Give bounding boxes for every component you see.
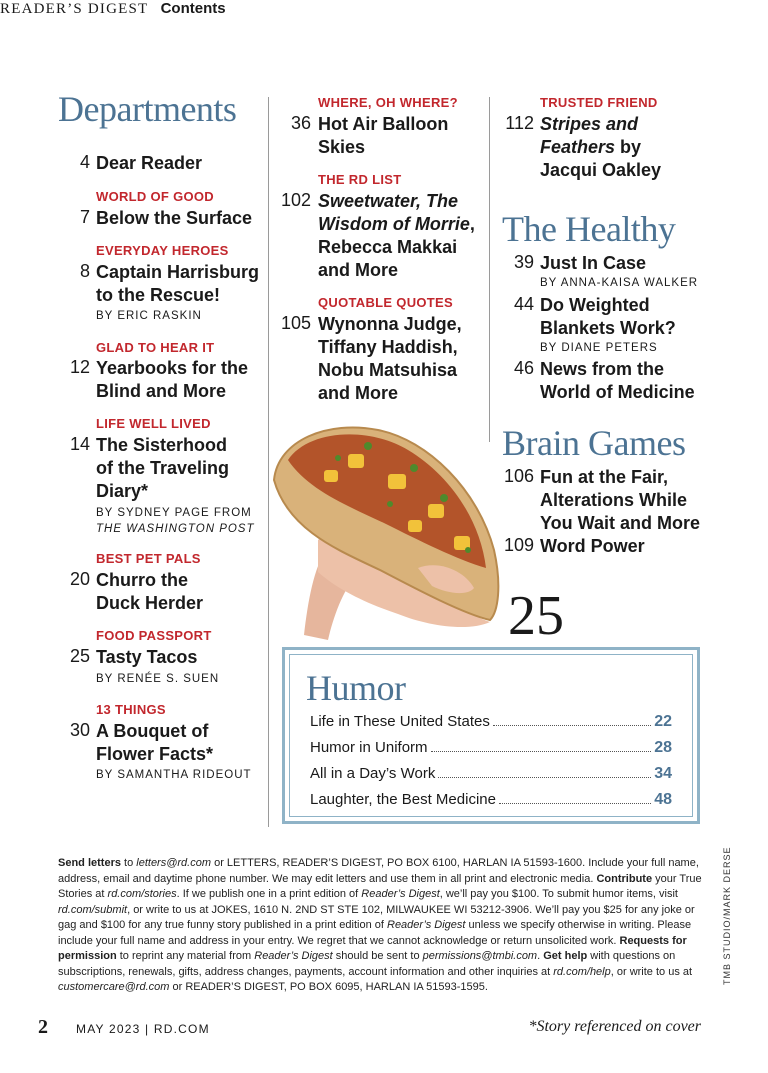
section-kicker: 13 THINGS (96, 702, 166, 717)
text: . (537, 950, 544, 962)
section-kicker: EVERYDAY HEROES (96, 243, 229, 258)
section-kicker: QUOTABLE QUOTES (318, 295, 453, 310)
byline: BY SAMANTHA RIDEOUT (96, 769, 252, 781)
humor-item[interactable] (310, 713, 672, 735)
text: unless we specify otherwise in writing. Please include your full name and address in your entry. We regret that we cannot acknowledge or return unsolicited work. (58, 919, 692, 947)
page-number: 12 (69, 357, 90, 377)
page-number: 36 (290, 113, 311, 133)
column-divider-right (489, 97, 490, 442)
section-kicker: TRUSTED FRIEND (540, 95, 658, 110)
page-number: 30 (69, 720, 90, 740)
article-title (540, 113, 675, 182)
page-number: 8 (79, 261, 90, 281)
article-title: Just In Case (540, 253, 647, 273)
article-title: Dear Reader (96, 153, 203, 173)
humor-item-label: Laughter, the Best Medicine (310, 791, 496, 808)
contribute-label: Contribute (596, 872, 653, 885)
humor-box (282, 647, 700, 824)
permissions-email-link[interactable]: permissions@tmbi.com (422, 950, 538, 962)
cover-note: *Story referenced on cover (528, 1018, 701, 1035)
page-number: 112 (505, 113, 534, 133)
customer-care-email-link[interactable]: customercare@rd.com (58, 981, 170, 993)
article-title: Below the Surface (96, 208, 253, 228)
brand-name: READER’S DIGEST (0, 1, 149, 17)
page-number: 39 (513, 252, 534, 272)
section-kicker: LIFE WELL LIVED (96, 416, 211, 431)
text: . If we publish one in a print edition of (176, 888, 362, 900)
leader-dots (431, 751, 652, 752)
section-kicker: WORLD OF GOOD (96, 189, 214, 204)
text: , we’ll pay you $100. To submit humor items, visit (439, 888, 678, 900)
article-title: Yearbooks for the Blind and More (96, 358, 249, 401)
byline: BY ERIC RASKIN (96, 310, 202, 322)
help-link[interactable]: rd.com/help (553, 965, 611, 978)
page-number: 44 (513, 294, 534, 314)
article-title: News from the World of Medicine (540, 359, 695, 402)
leader-dots (499, 803, 651, 804)
magazine-name: Reader’s Digest (387, 919, 466, 931)
healthy-heading: The Healthy (502, 209, 676, 249)
leader-dots (493, 725, 651, 726)
humor-box-inner (289, 654, 693, 817)
humor-item-label: All in a Day’s Work (310, 765, 436, 782)
article-title: Word Power (540, 536, 645, 556)
taco-photo (268, 400, 508, 650)
article-title: Captain Harrisburg to the Rescue! (96, 262, 260, 305)
humor-item[interactable] (310, 739, 672, 761)
page-number: 25 (69, 646, 90, 666)
page-number: 7 (79, 207, 90, 227)
masthead (0, 0, 768, 18)
title-rest: , Rebecca Makkai and More (318, 214, 475, 280)
text: to reprint any material from (116, 950, 255, 962)
humor-item-page: 34 (654, 765, 672, 782)
humor-item-page: 48 (654, 791, 672, 808)
article-title: Wynonna Judge, Tiffany Haddish, Nobu Matsuhisa and More (318, 314, 462, 403)
magazine-name: Reader’s Digest (254, 950, 333, 962)
page-number: 46 (513, 358, 534, 378)
byline: BY RENÉE S. SUEN (96, 673, 220, 685)
humor-item[interactable] (310, 765, 672, 787)
page-number: 102 (280, 190, 311, 210)
article-title: A Bouquet of Flower Facts* (96, 721, 214, 764)
contact-info (58, 856, 703, 996)
page-title: Contents (160, 0, 226, 17)
article-title: Churro the Duck Herder (96, 570, 204, 613)
article-title: Fun at the Fair, Alterations While You Wait and More (540, 467, 700, 533)
photo-credit: TMB STUDIO/MARK DERSE (722, 846, 732, 985)
byline: BY ANNA-KAISA WALKER (540, 277, 699, 289)
text: to (120, 857, 137, 869)
title-italic: Sweetwater, The Wisdom of Morrie (318, 191, 470, 234)
permission-label: Requests for permission (58, 934, 687, 962)
humor-item-page: 28 (654, 739, 672, 756)
send-letters-label: Send letters (58, 857, 121, 869)
issue-line: MAY 2023 | RD.COM (76, 1022, 210, 1036)
byline (96, 505, 266, 537)
title-italic: Stripes and Feathers (540, 114, 639, 157)
page-number: 4 (79, 152, 90, 172)
page-number: 109 (503, 535, 534, 555)
text: , or write to us at JOKES, 1610 N. 2ND ST STE 102, MILWAUKEE WI 53212-3906. We’ll pay you $25 for any joke or gag and $100 for any true funny story published in a print edition of (58, 903, 695, 931)
humor-heading: Humor (306, 668, 406, 708)
humor-item-label: Life in These United States (310, 713, 490, 730)
stories-link[interactable]: rd.com/stories (107, 888, 177, 900)
humor-item-label: Humor in Uniform (310, 739, 428, 756)
text: or LETTERS, READER’S DIGEST, PO BOX 6100, HARLAN IA 51593-1600. Include your full name, address, email and daytime phone number. We may edit letters and use them in all print and electronic media. (58, 857, 699, 885)
brain-games-heading: Brain Games (502, 423, 686, 463)
section-kicker: FOOD PASSPORT (96, 628, 212, 643)
text: with questions on subscriptions, renewals, gifts, address changes, payments, account information and other inquiries at (58, 950, 676, 978)
page-number: 106 (503, 466, 534, 486)
byline-source: THE WASHINGTON POST (96, 523, 255, 535)
section-kicker: THE RD LIST (318, 172, 402, 187)
text: or READER’S DIGEST, PO BOX 6095, HARLAN IA 51593-1595. (169, 981, 488, 993)
byline: BY DIANE PETERS (540, 342, 658, 354)
page-number: 20 (69, 569, 90, 589)
photo-page-marker: 25 (508, 585, 564, 647)
byline-author: BY SYDNEY PAGE FROM (96, 507, 252, 519)
article-title: Hot Air Balloon Skies (318, 114, 449, 157)
section-kicker: WHERE, OH WHERE? (318, 95, 458, 110)
text: your True Stories at (58, 872, 702, 900)
article-title (318, 190, 478, 282)
page-number: 105 (280, 313, 311, 333)
get-help-label: Get help (543, 950, 588, 962)
magazine-name: Reader’s Digest (361, 888, 440, 900)
section-kicker: GLAD TO HEAR IT (96, 340, 215, 355)
page-number: 14 (69, 434, 90, 454)
leader-dots (438, 777, 651, 778)
humor-item-page: 22 (654, 713, 672, 730)
departments-heading: Departments (58, 89, 237, 129)
article-title: The Sisterhood of the Traveling Diary* (96, 435, 230, 501)
section-kicker: BEST PET PALS (96, 551, 201, 566)
humor-item[interactable] (310, 791, 672, 813)
page-number-folio: 2 (38, 1016, 48, 1038)
title-rest: by Jacqui Oakley (540, 137, 662, 180)
article-title: Do Weighted Blankets Work? (540, 295, 676, 338)
text: should be sent to (332, 950, 423, 962)
text: , or write to us at (610, 965, 693, 978)
letters-email-link[interactable]: letters@rd.com (136, 857, 212, 869)
submit-link[interactable]: rd.com/submit (58, 903, 128, 916)
article-title: Tasty Tacos (96, 647, 198, 667)
